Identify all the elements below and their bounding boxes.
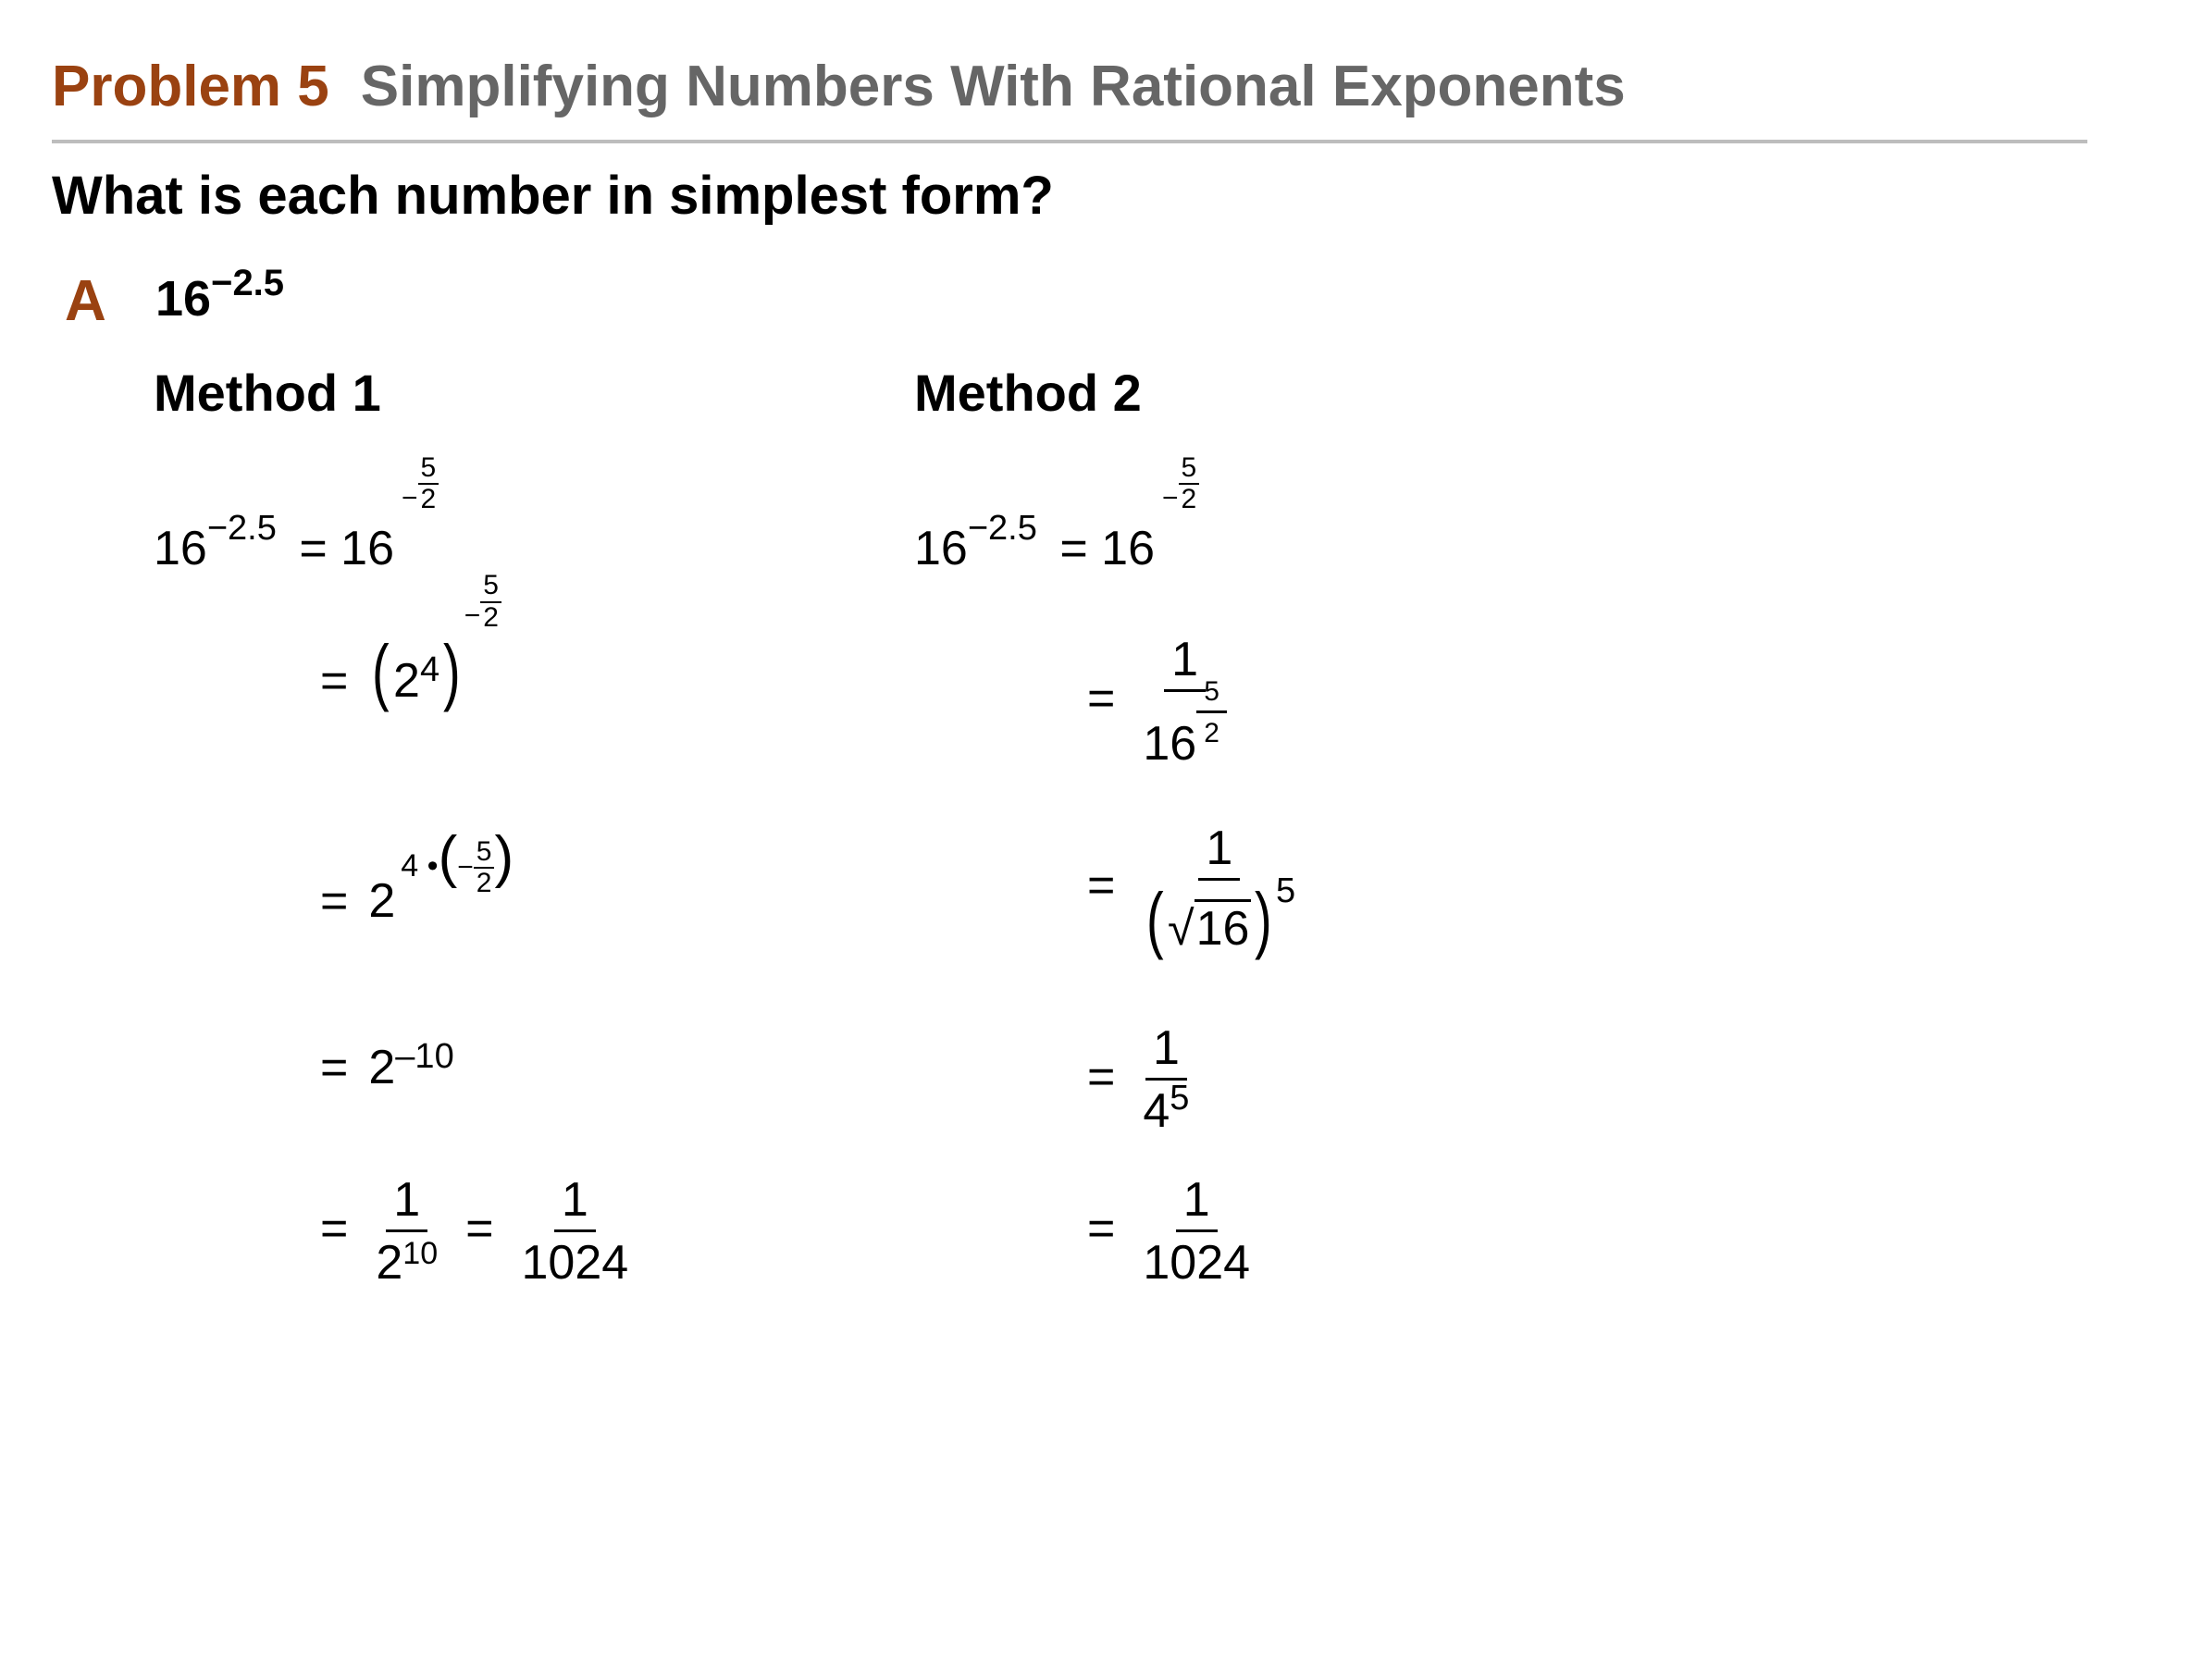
m2-s1-rhs-base: 16 [1101, 521, 1155, 575]
radical-sign: √ [1168, 901, 1195, 956]
m1-s2-lparen: ( [372, 630, 390, 712]
m1-s1-rhs-base: 16 [340, 521, 394, 575]
m1-s4-equals: = [320, 1041, 349, 1094]
m1-step-4 [320, 1036, 454, 1094]
m1-s5-fraction-2: $\frac{1}{1024}$ [521, 1173, 629, 1290]
m1-s3-sign: − [457, 852, 474, 883]
m1-s3-fraction: $\frac{5}{2}$ [474, 837, 495, 899]
m1-step-3: = $2^{4 •(- \frac{5}{2} )}$ [320, 825, 514, 928]
m2-step-4 [1087, 1023, 1196, 1136]
page-title: Simplifying Numbers With Rational Exponents [360, 55, 1626, 118]
m1-s5-fraction: $\frac{1}{2^{10}}$ [376, 1173, 439, 1290]
m1-s3-dot: • [427, 848, 439, 883]
m2-s4-fraction: $\frac{1}{4^5}$ [1143, 1021, 1190, 1138]
m1-s5-equals-2: = [465, 1201, 494, 1255]
page-header [52, 54, 1626, 119]
method-2-label: Method 2 [914, 364, 1142, 422]
m2-step-1 [914, 452, 1199, 575]
method-1-label: Method 1 [154, 364, 381, 422]
m1-s1-equals: = [299, 521, 328, 575]
m1-s4-exp: –10 [395, 1036, 454, 1076]
m2-s2-equals: = [1087, 672, 1116, 726]
header-divider [52, 140, 2087, 143]
m1-s3-equals: = [320, 874, 349, 928]
m2-step-2 [1087, 635, 1234, 769]
question-text: What is each number in simplest form? [52, 166, 1054, 226]
m2-s5-equals: = [1087, 1201, 1116, 1255]
m1-step-1 [154, 452, 439, 575]
part-letter: A [65, 269, 106, 333]
part-expression [155, 263, 285, 327]
problem-label: Problem 5 [52, 55, 329, 118]
m1-s3-factor: 4 [401, 848, 419, 883]
m1-step-5 [320, 1175, 636, 1288]
m1-s2-rparen: ) [443, 630, 461, 712]
m1-s2-sign: − [464, 600, 481, 631]
m2-s3-equals: = [1087, 859, 1116, 913]
m2-s1-sign: − [1162, 482, 1179, 513]
m1-s2-inner-exp: 4 [419, 649, 440, 689]
m1-s2-equals: = [320, 654, 349, 708]
m1-s1-sign: − [402, 482, 418, 513]
m2-s1-lhs-base: 16 [914, 521, 968, 575]
m2-step-5 [1087, 1175, 1257, 1288]
m1-s1-lhs-exp: −2.5 [206, 509, 277, 549]
part-base: 16 [155, 271, 212, 327]
part-exponent: −2.5 [211, 263, 285, 303]
m1-s2-base: 2 [393, 654, 420, 708]
m2-s4-equals: = [1087, 1049, 1116, 1104]
m1-s3-base: 2 [368, 874, 396, 928]
m1-step-2 [320, 570, 501, 712]
m2-s1-equals: = [1059, 521, 1088, 575]
m1-s4-base: 2 [368, 1041, 396, 1094]
m1-s1-lhs-base: 16 [154, 521, 207, 575]
m2-s5-fraction: $\frac{1}{1024}$ [1143, 1173, 1251, 1290]
m2-s2-fraction: 1 16 $\frac{5}{2}$ [1135, 635, 1234, 769]
m2-step-3 [1087, 821, 1303, 960]
m1-s5-equals: = [320, 1201, 349, 1255]
m1-s2-fraction: $\frac{5}{2}$ [480, 571, 501, 633]
m2-s1-lhs-exp: −2.5 [967, 509, 1037, 549]
m1-s1-fraction: $\frac{5}{2}$ [418, 453, 439, 515]
m2-s3-fraction: $\frac{1}{(√16) ^5}$ [1146, 821, 1296, 960]
m2-s1-fraction: $\frac{5}{2}$ [1179, 453, 1200, 515]
